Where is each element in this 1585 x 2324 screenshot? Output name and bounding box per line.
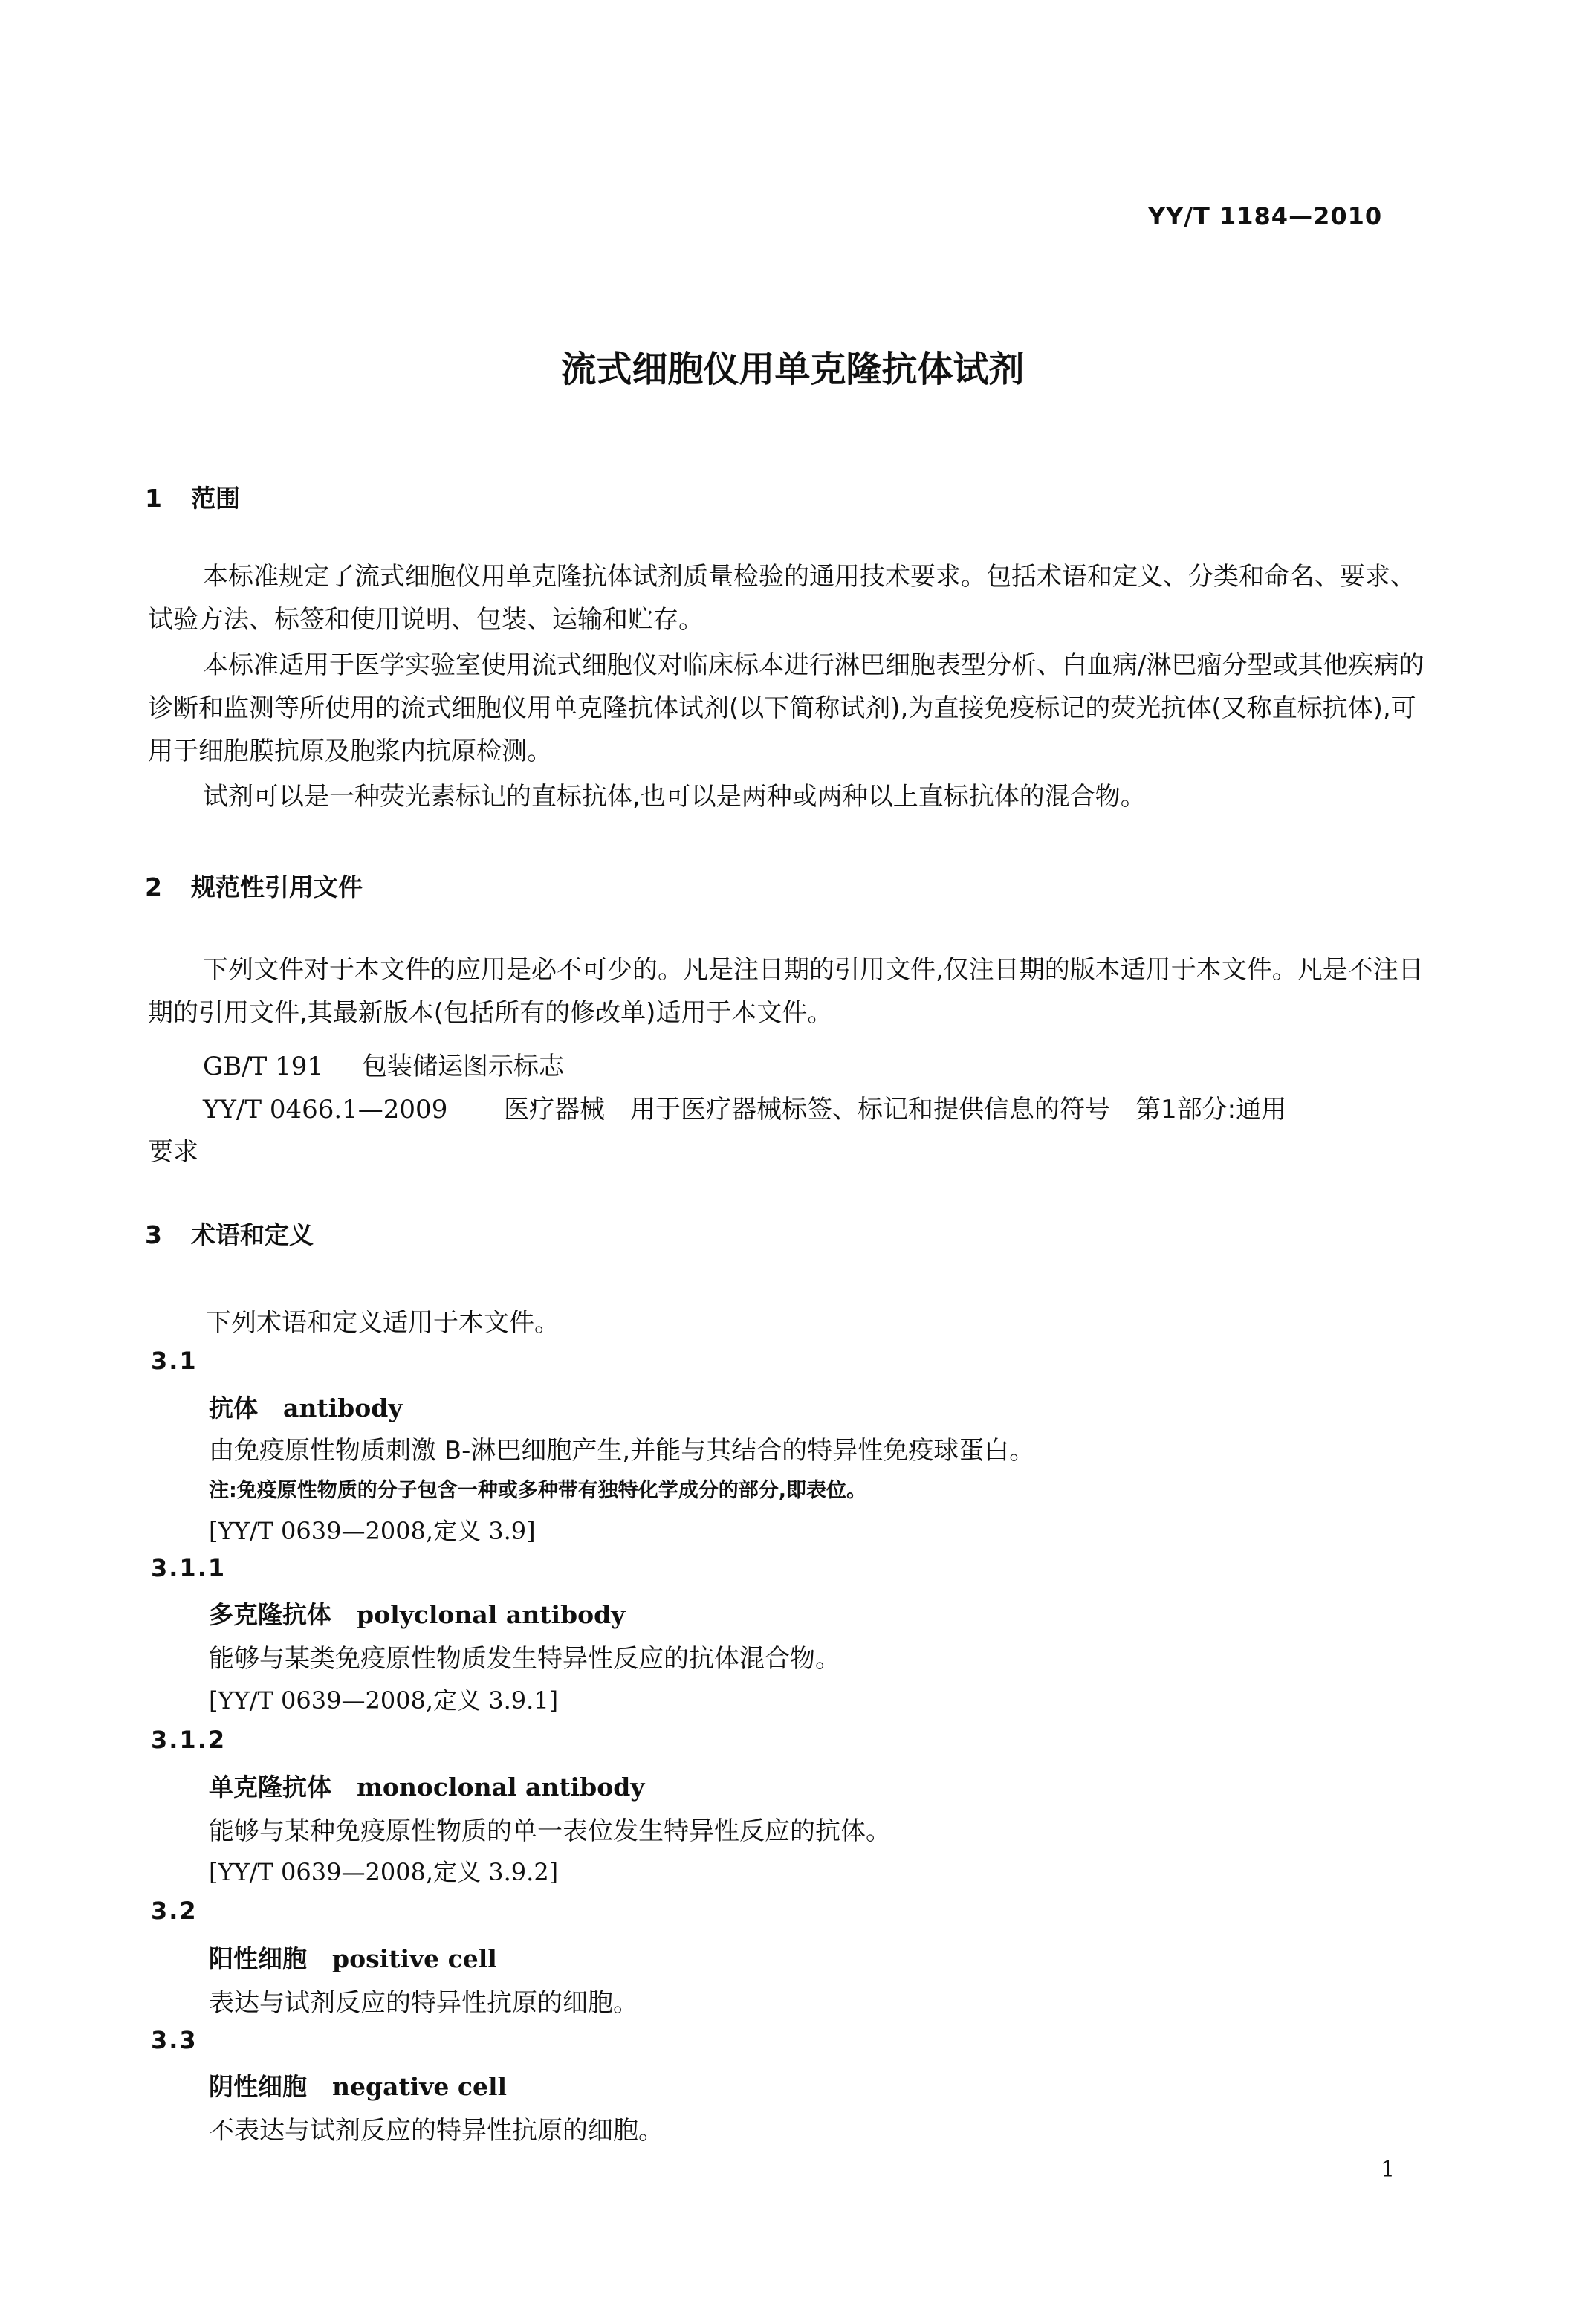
section-title: 术语和定义 bbox=[191, 1220, 314, 1249]
term-number: 3.3 bbox=[151, 2026, 198, 2054]
term-definition: 能够与某类免疫原性物质发生特异性反应的抗体混合物。 bbox=[209, 1644, 840, 1674]
term-number: 3.1.2 bbox=[151, 1726, 227, 1754]
reference-code: YY/T 0466.1—2009 bbox=[203, 1095, 448, 1124]
reference-title-continued: 要求 bbox=[148, 1137, 198, 1167]
section-1-paragraph-2: 本标准适用于医学实验室使用流式细胞仪对临床标本进行淋巴细胞表型分析、白血病/淋巴瘤分型或其他疾病的诊断和监测等所使用的流式细胞仪用单克隆抗体试剂(以下简称试剂),为直接免疫标记的荧光抗体(又称直标抗体),可用于细胞膜抗原及胞浆内抗原检测。 bbox=[148, 650, 1424, 766]
section-2-heading bbox=[145, 868, 363, 903]
term-source: [YY/T 0639—2008,定义 3.9.2] bbox=[209, 1858, 559, 1886]
section-1-heading bbox=[145, 479, 240, 514]
term-chinese: 单克隆抗体 bbox=[209, 1773, 331, 1802]
section-1-paragraph-1: 本标准规定了流式细胞仪用单克隆抗体试剂质量检验的通用技术要求。包括术语和定义、分类和命名、要求、试验方法、标签和使用说明、包装、运输和贮存。 bbox=[148, 562, 1416, 635]
term-chinese: 多克隆抗体 bbox=[209, 1600, 331, 1629]
term-definition: 表达与试剂反应的特异性抗原的细胞。 bbox=[209, 1988, 638, 2018]
section-title: 范围 bbox=[191, 484, 240, 513]
section-2-paragraph-1: 下列文件对于本文件的应用是必不可少的。凡是注日期的引用文件,仅注日期的版本适用于本文件。凡是不注日期的引用文件,其最新版本(包括所有的修改单)适用于本文件。 bbox=[148, 955, 1424, 1028]
section-3-intro: 下列术语和定义适用于本文件。 bbox=[206, 1308, 560, 1338]
term-english: positive cell bbox=[332, 1944, 497, 1973]
section-number: 2 bbox=[145, 873, 162, 902]
term-number: 3.2 bbox=[151, 1897, 198, 1925]
term-heading bbox=[209, 1389, 403, 1424]
term-definition: 能够与某种免疫原性物质的单一表位发生特异性反应的抗体。 bbox=[209, 1816, 891, 1846]
section-3-heading bbox=[145, 1216, 314, 1251]
term-heading bbox=[209, 1596, 625, 1631]
normative-reference bbox=[203, 1046, 564, 1082]
reference-title: 包装储运图示标志 bbox=[362, 1052, 564, 1081]
term-english: negative cell bbox=[332, 2072, 508, 2101]
term-number: 3.1 bbox=[151, 1347, 198, 1375]
term-heading bbox=[209, 2068, 507, 2103]
term-english: polyclonal antibody bbox=[357, 1600, 626, 1629]
term-chinese: 阴性细胞 bbox=[209, 2072, 307, 2101]
term-english: antibody bbox=[283, 1394, 403, 1422]
reference-title: 医疗器械 用于医疗器械标签、标记和提供信息的符号 第1部分:通用 bbox=[504, 1095, 1287, 1124]
normative-reference bbox=[203, 1089, 1286, 1125]
term-source: [YY/T 0639—2008,定义 3.9] bbox=[209, 1517, 536, 1545]
section-1-paragraph-3: 试剂可以是一种荧光素标记的直标抗体,也可以是两种或两种以上直标抗体的混合物。 bbox=[203, 782, 1146, 812]
term-note: 注:免疫原性物质的分子包含一种或多种带有独特化学成分的部分,即表位。 bbox=[209, 1479, 867, 1502]
reference-code: GB/T 191 bbox=[203, 1052, 323, 1081]
section-number: 3 bbox=[145, 1220, 162, 1249]
document-title: 流式细胞仪用单克隆抗体试剂 bbox=[560, 349, 1025, 390]
page-number: 1 bbox=[1381, 2157, 1396, 2183]
term-heading bbox=[209, 1940, 497, 1975]
term-chinese: 阳性细胞 bbox=[209, 1944, 307, 1973]
term-definition: 由免疫原性物质刺激 B-淋巴细胞产生,并能与其结合的特异性免疫球蛋白。 bbox=[209, 1436, 1035, 1466]
term-chinese: 抗体 bbox=[209, 1394, 258, 1422]
term-definition: 不表达与试剂反应的特异性抗原的细胞。 bbox=[209, 2116, 664, 2146]
term-english: monoclonal antibody bbox=[357, 1773, 645, 1802]
term-number: 3.1.1 bbox=[151, 1554, 227, 1582]
standard-code: YY/T 1184—2010 bbox=[1148, 202, 1383, 230]
section-title: 规范性引用文件 bbox=[191, 873, 363, 902]
term-source: [YY/T 0639—2008,定义 3.9.1] bbox=[209, 1686, 559, 1715]
section-number: 1 bbox=[145, 484, 162, 513]
term-heading bbox=[209, 1768, 644, 1803]
